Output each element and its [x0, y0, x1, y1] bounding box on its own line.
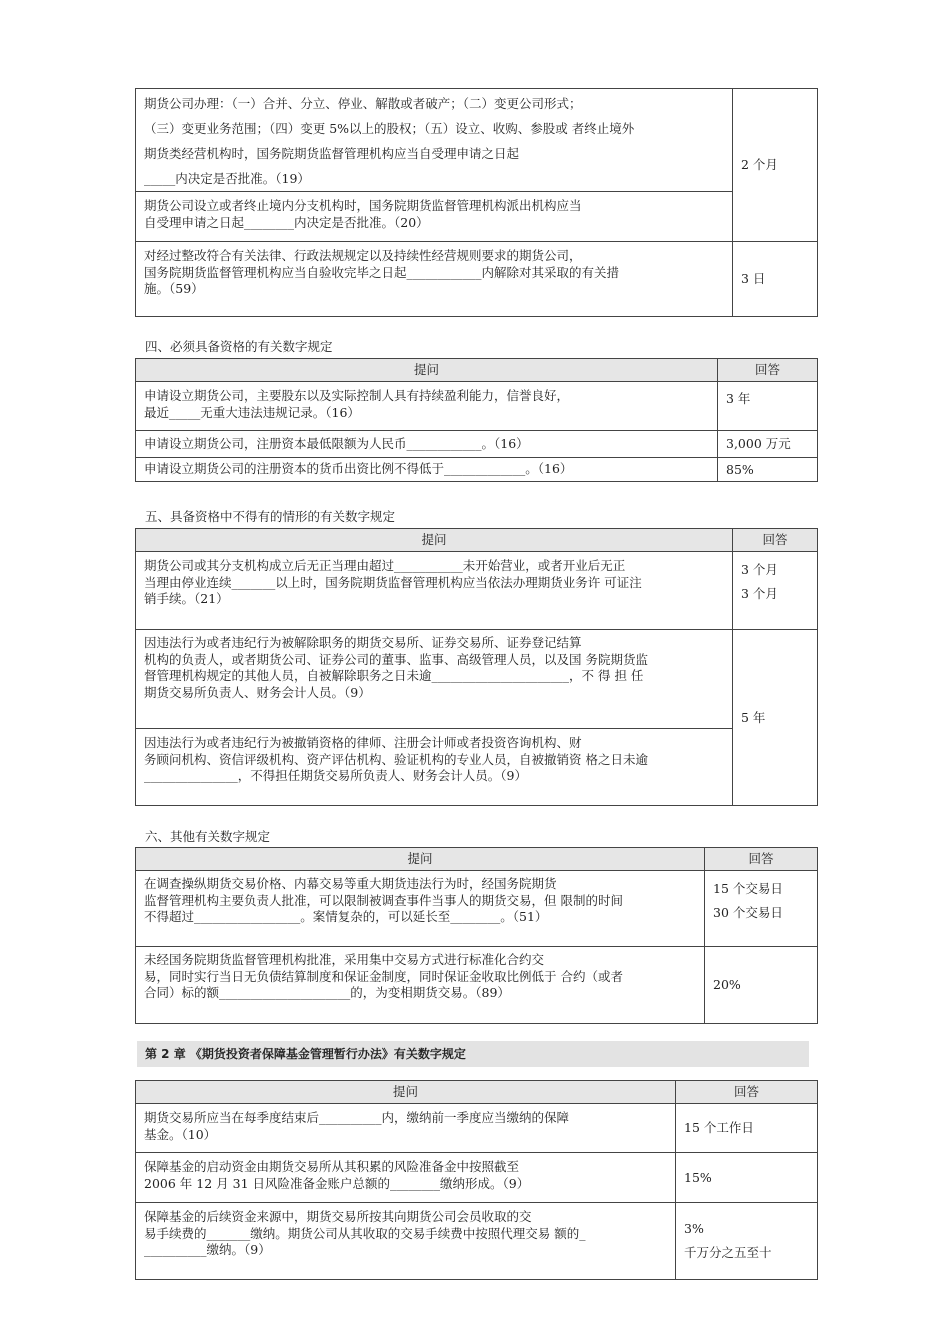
question-cell: 期货公司或其分支机构成立后无正当理由超过___________未开始营业，或者开业后无正 当理由停业连续_______以上时，国务院期货监督管理机构应当依法办理期货业务许 可证注 销手续。（21）	[136, 552, 733, 630]
answer-cell: 3 年	[718, 382, 818, 431]
answer-cell: 15 个工作日	[676, 1104, 818, 1153]
question-cell: 未经国务院期货监督管理机构批准，采用集中交易方式进行标准化合约交 易，同时实行当日无负债结算制度和保证金制度，同时保证金收取比例低于 合约（或者 合同）标的额_____________________的，为变相期货交易。（89）	[136, 947, 705, 1024]
question-cell: 申请设立期货公司，主要股东以及实际控制人具有持续盈利能力，信誉良好， 最近_____无重大违法违规记录。（16）	[136, 382, 718, 431]
answer-cell: 2 个月	[733, 89, 818, 242]
section-title: 五、具备资格中不得有的情形的有关数字规定	[145, 509, 396, 524]
answer-cell: 15 个交易日 30 个交易日	[705, 871, 818, 947]
question-cell: 申请设立期货公司的注册资本的货币出资比例不得低于_____________。（16）	[136, 458, 718, 482]
question-cell: 在调查操纵期货交易价格、内幕交易等重大期货违法行为时，经国务院期货 监督管理机构主要负责人批准，可以限制被调查事件当事人的期货交易，但 限制的时间 不得超过_________________。案情复杂的，可以延长至________。（51）	[136, 871, 705, 947]
question-cell: 因违法行为或者违纪行为被撤销资格的律师、注册会计师或者投资咨询机构、财 务顾问机构、资信评级机构、资产评估机构、验证机构的专业人员，自被撤销资 格之日未逾 _______________，不得担任期货交易所负责人、财务会计人员。（9）	[136, 729, 733, 806]
table-section-5	[135, 528, 818, 806]
table-chapter-2	[135, 1080, 818, 1280]
answer-cell: 3 日	[733, 242, 818, 317]
table-section-6	[135, 847, 818, 1024]
answer-cell: 85%	[718, 458, 818, 482]
question-cell: 保障基金的启动资金由期货交易所从其积累的风险准备金中按照截至 2006 年 12 月 31 日风险准备金账户总额的________缴纳形成。（9）	[136, 1153, 676, 1203]
question-cell: 对经过整改符合有关法律、行政法规规定以及持续性经营规则要求的期货公司， 国务院期货监督管理机构应当自验收完毕之日起____________内解除对其采取的有关措 施。（59）	[136, 242, 733, 317]
header-question: 提问	[136, 359, 718, 382]
table-top	[135, 88, 818, 317]
answer-cell: 3% 千万分之五至十	[676, 1203, 818, 1280]
question-cell: 期货交易所应当在每季度结束后__________内，缴纳前一季度应当缴纳的保障 基金。（10）	[136, 1104, 676, 1153]
chapter-title: 第 2 章 《期货投资者保障基金管理暂行办法》有关数字规定	[137, 1041, 809, 1067]
answer-cell: 3,000 万元	[718, 431, 818, 458]
answer-cell: 3 个月 3 个月	[733, 552, 818, 630]
header-question: 提问	[136, 1081, 676, 1104]
question-cell: 因违法行为或者违纪行为被解除职务的期货交易所、证券交易所、证券登记结算 机构的负责人，或者期货公司、证券公司的董事、监事、高级管理人员，以及国 务院期货监 督管理机构规定的其他人员，自被解除职务之日未逾______________________，不 得 担 任 期货交易所负责人、财务会计人员。（9）	[136, 630, 733, 729]
header-answer: 回答	[705, 848, 818, 871]
section-title: 六、其他有关数字规定	[145, 829, 271, 844]
question-cell: 保障基金的后续资金来源中，期货交易所按其向期货公司会员收取的交 易手续费的_______缴纳。期货公司从其收取的交易手续费中按照代理交易 额的_ __________缴纳。（9）	[136, 1203, 676, 1280]
answer-cell: 5 年	[733, 630, 818, 806]
question-cell: 期货公司办理：（一）合并、分立、停业、解散或者破产；（二）变更公司形式； （三）变更业务范围；（四）变更 5%以上的股权；（五）设立、收购、参股或 者终止境外 期货类经营机构时，国务院期货监督管理机构应当自受理申请之日起 _____内决定是否批准。（19）	[136, 89, 733, 192]
question-cell: 申请设立期货公司，注册资本最低限额为人民币____________。（16）	[136, 431, 718, 458]
header-answer: 回答	[676, 1081, 818, 1104]
answer-cell: 15%	[676, 1153, 818, 1203]
question-cell: 期货公司设立或者终止境内分支机构时，国务院期货监督管理机构派出机构应当 自受理申请之日起________内决定是否批准。（20）	[136, 192, 733, 242]
table-section-4	[135, 358, 818, 482]
answer-cell: 20%	[705, 947, 818, 1024]
header-answer: 回答	[733, 529, 818, 552]
header-question: 提问	[136, 529, 733, 552]
header-question: 提问	[136, 848, 705, 871]
header-answer: 回答	[718, 359, 818, 382]
section-title: 四、必须具备资格的有关数字规定	[145, 339, 333, 354]
